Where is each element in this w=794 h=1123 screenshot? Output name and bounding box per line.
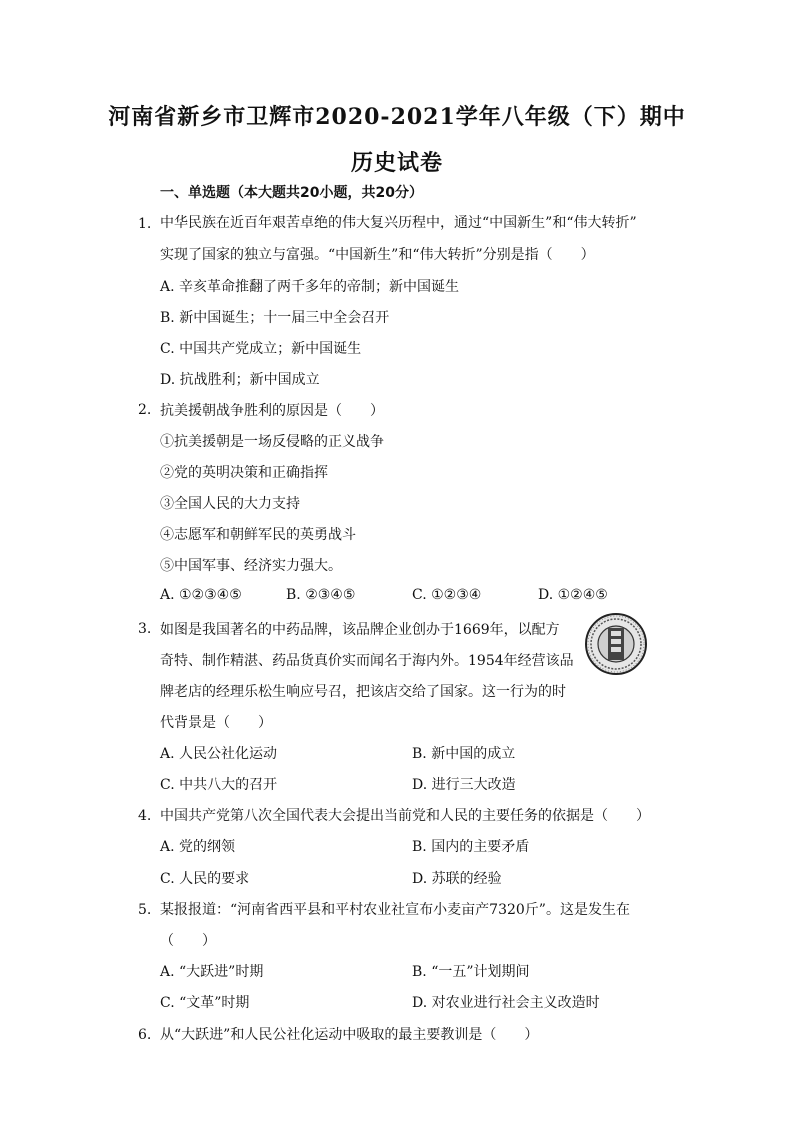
question-stem-line: 中国共产党第八次全国代表大会提出当前党和人民的主要任务的依据是（ ） — [160, 808, 650, 824]
option-a: A. 辛亥革命推翻了两千多年的帝制；新中国诞生 — [160, 279, 460, 295]
question-stem-line: 中华民族在近百年艰苦卓绝的伟大复兴历程中，通过“中国新生”和“伟大转折” — [160, 215, 637, 231]
brand-seal-image — [584, 612, 648, 676]
option-a: A. “大跃进”时期 — [160, 964, 264, 980]
statement-item: ④志愿军和朝鲜军民的英勇战斗 — [160, 527, 356, 543]
question-stem-line: 代背景是（ ） — [160, 715, 272, 731]
option-d: D. ①②④⑤ — [538, 587, 608, 603]
option-b: B. 新中国诞生；十一届三中全会召开 — [160, 310, 390, 326]
option-c: C. ①②③④ — [412, 587, 482, 603]
option-d: D. 抗战胜利；新中国成立 — [160, 372, 320, 388]
option-c: C. “文革”时期 — [160, 995, 250, 1011]
statement-item: ①抗美援朝是一场反侵略的正义战争 — [160, 434, 384, 450]
question-number: 3. — [138, 621, 152, 637]
question-number: 1. — [138, 216, 152, 232]
option-d: D. 进行三大改造 — [412, 777, 516, 793]
statement-item: ③全国人民的大力支持 — [160, 496, 300, 512]
option-a: A. ①②③④⑤ — [160, 587, 242, 603]
question-stem-line: 抗美援朝战争胜利的原因是（ ） — [160, 403, 384, 419]
question-number: 2. — [138, 402, 152, 418]
statement-item: ⑤中国军事、经济实力强大。 — [160, 558, 342, 574]
option-b: B. 国内的主要矛盾 — [412, 839, 530, 855]
title-line-2: 历史试卷 — [350, 150, 443, 176]
title-line-1: 河南省新乡市卫辉市2020-2021学年八年级（下）期中 — [108, 104, 686, 130]
option-b: B. 新中国的成立 — [412, 746, 516, 762]
question-stem-line: 牌老店的经理乐松生响应号召，把该店交给了国家。这一行为的时 — [160, 684, 566, 700]
question-stem-line: 某报报道：“河南省西平县和平村农业社宣布小麦亩产7320斤”。这是发生在 — [160, 902, 630, 918]
option-c: C. 人民的要求 — [160, 871, 250, 887]
option-c: C. 中共八大的召开 — [160, 777, 278, 793]
question-stem-line: 从“大跃进”和人民公社化运动中吸取的最主要教训是（ ） — [160, 1027, 539, 1043]
question-number: 6. — [138, 1027, 152, 1043]
option-b: B. ②③④⑤ — [286, 587, 356, 603]
question-number: 5. — [138, 902, 152, 918]
section-heading: 一、单选题（本大题共20小题，共20分） — [160, 185, 423, 201]
question-number: 4. — [138, 808, 152, 824]
question-stem-line: （ ） — [160, 933, 216, 949]
option-c: C. 中国共产党成立；新中国诞生 — [160, 341, 362, 357]
question-stem-line: 如图是我国著名的中药品牌，该品牌企业创办于1669年，以配方 — [160, 622, 560, 638]
option-d: D. 对农业进行社会主义改造时 — [412, 995, 600, 1011]
option-d: D. 苏联的经验 — [412, 871, 502, 887]
statement-item: ②党的英明决策和正确指挥 — [160, 465, 328, 481]
option-a: A. 人民公社化运动 — [160, 746, 278, 762]
question-stem-line: 奇特、制作精湛、药品货真价实而闻名于海内外。1954年经营该品 — [160, 653, 574, 669]
option-a: A. 党的纲领 — [160, 839, 236, 855]
option-b: B. “一五”计划期间 — [412, 964, 530, 980]
question-stem-line: 实现了国家的独立与富强。“中国新生”和“伟大转折”分别是指（ ） — [160, 247, 595, 263]
